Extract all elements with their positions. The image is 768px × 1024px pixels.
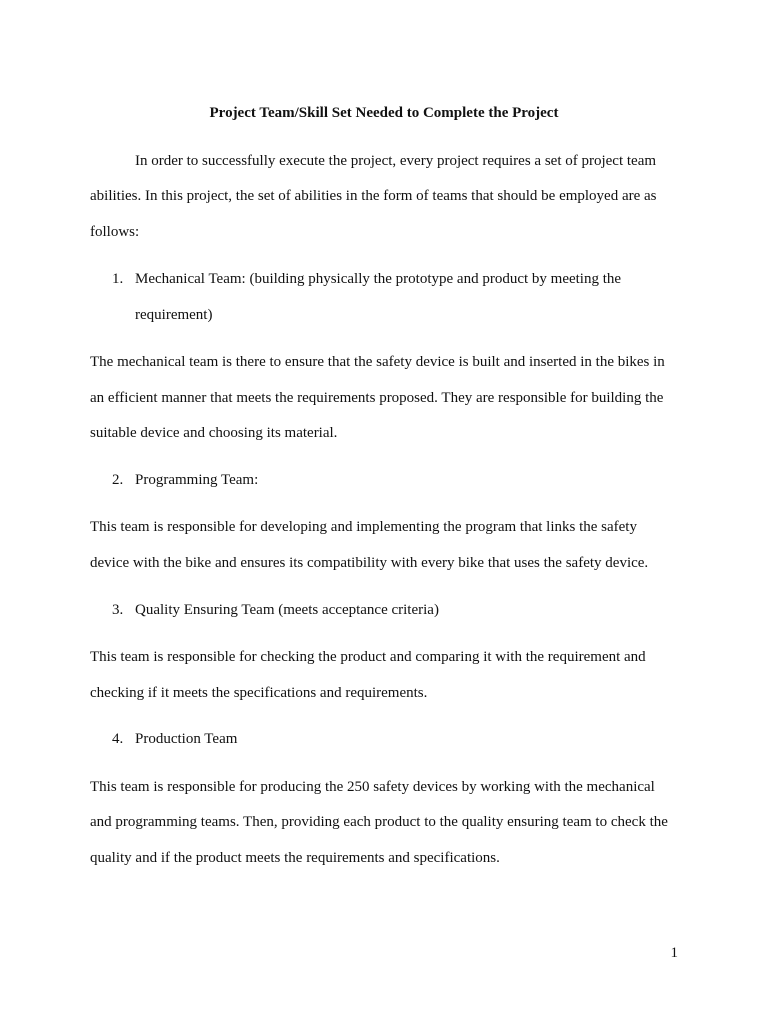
body-line: This team is responsible for checking the product and comparing it with the requirement and <box>90 649 646 665</box>
list-number: 4. <box>112 731 124 747</box>
body-line: checking if it meets the specifications and requirements. <box>90 685 428 701</box>
list-heading-line: Mechanical Team: (building physically the prototype and product by meeting the <box>135 271 622 287</box>
list-heading-line: Production Team <box>135 731 238 747</box>
list-number: 3. <box>112 602 124 618</box>
intro-line: abilities. In this project, the set of abilities in the form of teams that should be employed are as <box>90 188 657 204</box>
intro-line: follows: <box>90 224 140 240</box>
list-heading-line: Programming Team: <box>135 472 259 488</box>
list-number: 2. <box>112 472 124 488</box>
body-line: This team is responsible for producing the 250 safety devices by working with the mechanical <box>90 779 655 795</box>
body-line: This team is responsible for developing and implementing the program that links the safety <box>90 519 637 535</box>
body-line: and programming teams. Then, providing each product to the quality ensuring team to check the <box>90 814 668 830</box>
body-line: device with the bike and ensures its compatibility with every bike that uses the safety device. <box>90 555 649 571</box>
list-heading-line: requirement) <box>135 307 213 323</box>
list-heading-line: Quality Ensuring Team (meets acceptance criteria) <box>135 602 439 618</box>
body-line: quality and if the product meets the requirements and specifications. <box>90 850 500 866</box>
list-number: 1. <box>112 271 124 287</box>
intro-line: In order to successfully execute the project, every project requires a set of project team <box>135 153 657 169</box>
body-line: suitable device and choosing its material. <box>90 425 338 441</box>
body-line: an efficient manner that meets the requirements proposed. They are responsible for building the <box>90 390 664 406</box>
page-number: 1 <box>670 945 678 961</box>
document-title: Project Team/Skill Set Needed to Complete the Project <box>209 105 559 121</box>
body-line: The mechanical team is there to ensure that the safety device is built and inserted in the bikes in <box>90 354 665 370</box>
